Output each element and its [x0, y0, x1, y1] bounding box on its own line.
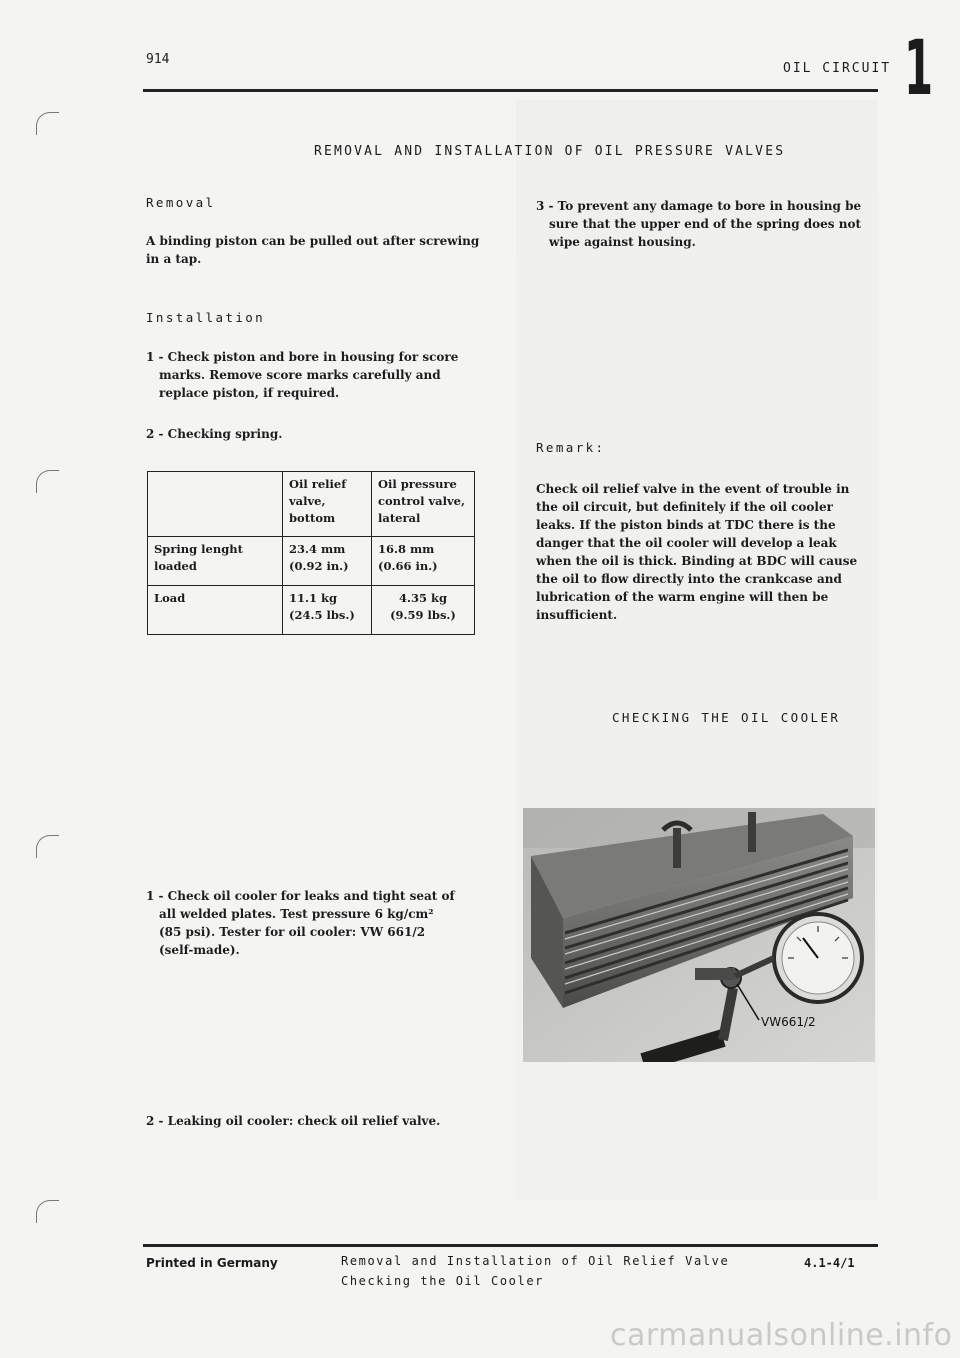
installation-step-3: [536, 197, 861, 251]
removal-line: in a tap.: [146, 252, 202, 266]
remark-line: Check oil relief valve in the event of trouble in: [536, 482, 850, 496]
removal-text: [146, 232, 479, 268]
step-line: replace piston, if required.: [159, 386, 340, 400]
footer-rule: [143, 1244, 878, 1247]
footer-page-code: 4.1-4/1: [804, 1256, 855, 1270]
table-header-cell: Oil pressure control valve, lateral: [372, 472, 475, 537]
page-number: 914: [146, 52, 170, 67]
oil-cooler-photo: [523, 808, 875, 1062]
table-cell: 23.4 mm (0.92 in.): [283, 537, 372, 586]
remark-line: lubrication of the warm engine will then be: [536, 590, 829, 604]
oil-cooler-step-2: 2 - Leaking oil cooler: check oil relief valve.: [146, 1114, 441, 1128]
remark-line: the oil to flow directly into the crankcase and: [536, 572, 842, 586]
remark-heading: Remark:: [536, 440, 606, 455]
footer-title-line: Checking the Oil Cooler: [341, 1274, 544, 1288]
header-rule: [143, 89, 878, 92]
margin-binder-mark: [36, 112, 59, 135]
table-row: [148, 586, 475, 635]
table-header-row: [148, 472, 475, 537]
step-line: sure that the upper end of the spring does not: [549, 217, 862, 231]
footer-section-titles: [341, 1251, 729, 1291]
table-cell: 11.1 kg (24.5 lbs.): [283, 586, 372, 635]
step-line: (self-made).: [159, 943, 240, 957]
footer-title-line: Removal and Installation of Oil Relief Valve: [341, 1254, 730, 1268]
oil-cooler-heading: CHECKING THE OIL COOLER: [612, 710, 841, 725]
table-cell: [148, 472, 283, 537]
table-header-cell: Oil relief valve, bottom: [283, 472, 372, 537]
step-line: 1 - Check piston and bore in housing for score: [146, 350, 459, 364]
table-row: [148, 537, 475, 586]
table-cell: 16.8 mm (0.66 in.): [372, 537, 475, 586]
removal-heading: Removal: [146, 195, 216, 210]
table-cell: Spring lenght loaded: [148, 537, 283, 586]
oil-cooler-step-1: [146, 887, 455, 959]
chapter-number: 1: [904, 23, 934, 112]
table-cell: 4.35 kg (9.59 lbs.): [372, 586, 475, 635]
remark-text: [536, 480, 857, 624]
remark-line: leaks. If the piston binds at TDC there is the: [536, 518, 836, 532]
remark-line: insufficient.: [536, 608, 618, 622]
footer-printed-in: Printed in Germany: [146, 1256, 278, 1270]
margin-binder-mark: [36, 835, 59, 858]
installation-heading: Installation: [146, 310, 266, 325]
remark-line: the oil circuit, but definitely if the oil cooler: [536, 500, 833, 514]
table-cell: Load: [148, 586, 283, 635]
removal-line: A binding piston can be pulled out after screwing: [146, 234, 480, 248]
installation-step-2: 2 - Checking spring.: [146, 427, 283, 441]
spring-data-table: [147, 471, 475, 635]
step-line: marks. Remove score marks carefully and: [159, 368, 441, 382]
main-heading: REMOVAL AND INSTALLATION OF OIL PRESSURE VALVES: [314, 144, 786, 159]
step-line: 1 - Check oil cooler for leaks and tight seat of: [146, 889, 455, 903]
remark-line: danger that the oil cooler will develop a leak: [536, 536, 837, 550]
remark-line: when the oil is thick. Binding at BDC will cause: [536, 554, 858, 568]
margin-binder-mark: [36, 1200, 59, 1223]
photo-label: VW661/2: [761, 1015, 816, 1029]
watermark-text: carmanualsonline.info: [610, 1318, 953, 1353]
installation-step-1: [146, 348, 458, 402]
section-title: OIL CIRCUIT: [783, 61, 892, 76]
step-line: (85 psi). Tester for oil cooler: VW 661/2: [159, 925, 426, 939]
margin-binder-mark: [36, 470, 59, 493]
step-line: all welded plates. Test pressure 6 kg/cm²: [159, 907, 434, 921]
step-line: wipe against housing.: [549, 235, 696, 249]
step-line: 3 - To prevent any damage to bore in housing be: [536, 199, 862, 213]
